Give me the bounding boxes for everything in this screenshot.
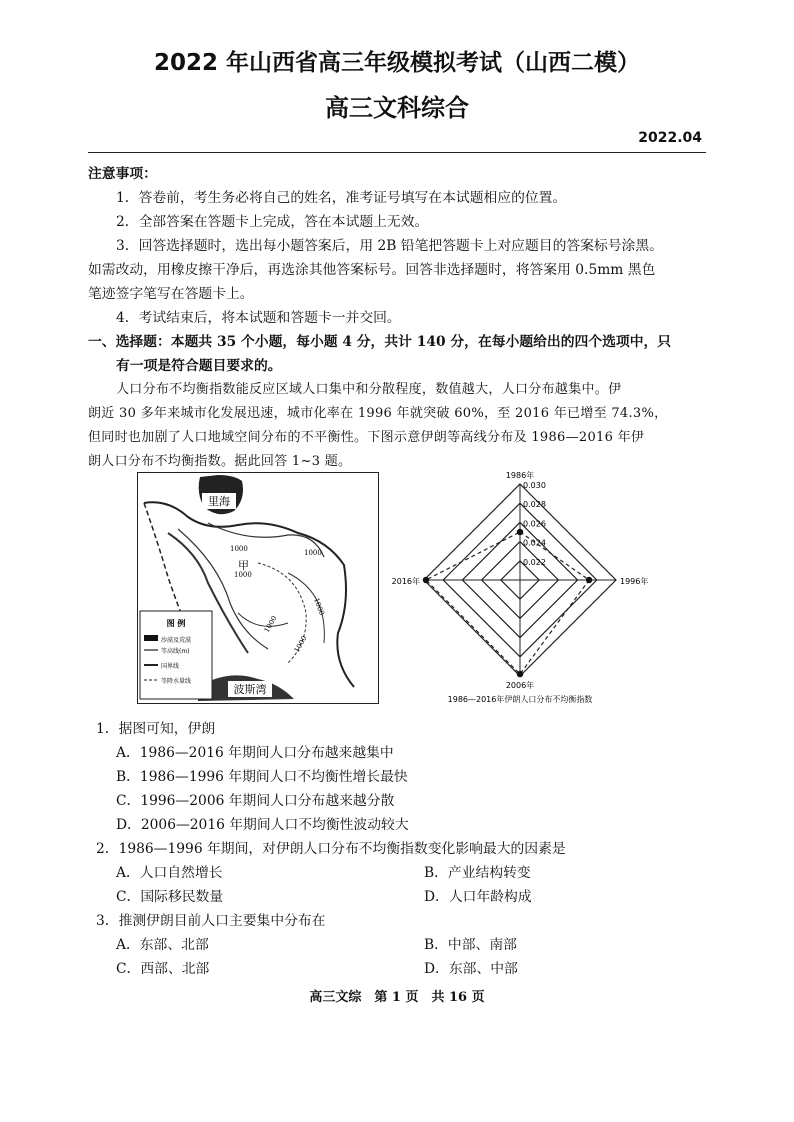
contour-label: 1000 [234, 571, 252, 579]
section-heading-1: 一、选择题：本题共 35 个小题，每小题 4 分，共计 140 分，在每小题给出的四个选项中，只 [88, 334, 672, 350]
iran-contour-map [137, 472, 379, 704]
contour-label: 1000 [262, 614, 279, 634]
radar-data-point [586, 577, 592, 583]
q3-option-c: C．西部、北部 [116, 961, 210, 977]
contour-label: 1000 [230, 545, 248, 553]
page-footer: 高三文综 第 1 页 共 16 页 [309, 990, 485, 1005]
q1-option-a: A．1986—2016 年期间人口分布越来越集中 [116, 745, 394, 761]
passage-line-4: 朗人口分布不均衡指数。据此回答 1~3 题。 [88, 454, 352, 469]
radar-axis-label: 2006年 [505, 681, 535, 690]
passage-line-1: 人口分布不均衡指数能反应区域人口集中和分散程度，数值越大，人口分布越集中。伊 [116, 382, 622, 397]
header-rule [88, 152, 706, 153]
note-1: 1．答卷前，考生务必将自己的姓名，准考证号填写在本试题相应的位置。 [116, 190, 567, 206]
radar-data-point [517, 671, 523, 677]
radar-tick-label: 0.022 [523, 557, 546, 567]
q2-option-d: D．人口年龄构成 [424, 889, 532, 905]
exam-subtitle: 高三文科综合 [325, 94, 469, 122]
radar-tick-label: 0.028 [523, 500, 546, 510]
q3-option-b: B．中部、南部 [424, 937, 517, 953]
notes-heading: 注意事项： [88, 166, 157, 182]
radar-caption: 1986—2016年伊朗人口分布不均衡指数 [447, 695, 593, 704]
passage-line-2: 朗近 30 多年来城市化发展迅速，城市化率在 1996 年就突破 60%，至 2016 年已增至 74.3%， [88, 406, 668, 421]
radar-axis-label: 2016年 [391, 577, 420, 586]
note-3a: 3．回答选择题时，选出每小题答案后，用 2B 铅笔把答题卡上对应题目的答案标号涂黑。 [116, 238, 663, 254]
legend-item: 等高线(m) [161, 648, 190, 655]
exam-title: 2022 年山西省高三年级模拟考试（山西二模） [153, 50, 641, 76]
radar-chart [378, 462, 648, 712]
q1-option-d: D．2006—2016 年期间人口不均衡性波动较大 [116, 817, 409, 833]
radar-data-point [423, 577, 429, 583]
contour-label: 1000 [304, 549, 322, 557]
contour-line [238, 613, 288, 626]
label-caspian: 里海 [208, 495, 230, 508]
q3-option-d: D．东部、中部 [424, 961, 518, 977]
question-2-stem: 2．1986—1996 年期间，对伊朗人口分布不均衡指数变化影响最大的因素是 [96, 841, 566, 857]
question-1-stem: 1．据图可知，伊朗 [96, 721, 216, 737]
q3-option-a: A．东部、北部 [116, 937, 209, 953]
label-jia: 甲 [238, 559, 249, 572]
legend-item: 等降水量线 [161, 678, 192, 685]
note-2: 2．全部答案在答题卡上完成，答在本试题上无效。 [116, 214, 429, 230]
legend-title: 图 例 [166, 619, 186, 628]
legend-item: 国界线 [161, 663, 180, 670]
radar-data-point [517, 529, 523, 535]
section-heading-2: 有一项是符合题目要求的。 [116, 358, 282, 374]
question-3-stem: 3．推测伊朗目前人口主要集中分布在 [96, 913, 326, 929]
legend-item: 沙漠及荒漠 [161, 637, 192, 644]
passage-line-3: 但同时也加剧了人口地域空间分布的不平衡性。下图示意伊朗等高线分布及 1986—2016 年伊 [88, 430, 645, 445]
legend-swatch-desert [144, 635, 158, 641]
radar-axis-label: 1986年 [505, 471, 535, 480]
label-persian-gulf: 波斯湾 [233, 683, 267, 696]
note-3c: 笔迹签字笔写在答题卡上。 [88, 286, 254, 302]
exam-date: 2022.04 [638, 130, 702, 146]
note-3b: 如需改动，用橡皮擦干净后，再选涂其他答案标号。回答非选择题时，将答案用 0.5mm 黑色 [88, 262, 656, 278]
q2-option-b: B．产业结构转变 [424, 865, 531, 881]
contour-label: 1000 [312, 596, 326, 617]
radar-tick-label: 0.030 [523, 481, 546, 490]
note-4: 4．考试结束后，将本试题和答题卡一并交回。 [116, 310, 401, 326]
q1-option-c: C．1996—2006 年期间人口分布越来越分散 [116, 793, 395, 809]
q1-option-b: B．1986—1996 年期间人口不均衡性增长最快 [116, 769, 408, 785]
q2-option-a: A．人口自然增长 [116, 865, 223, 881]
radar-tick-label: 0.024 [523, 538, 546, 548]
radar-axis-label: 1996年 [620, 577, 648, 586]
contour-label: 1000 [292, 634, 309, 654]
radar-tick-label: 0.026 [523, 519, 546, 529]
q2-option-c: C．国际移民数量 [116, 889, 224, 905]
